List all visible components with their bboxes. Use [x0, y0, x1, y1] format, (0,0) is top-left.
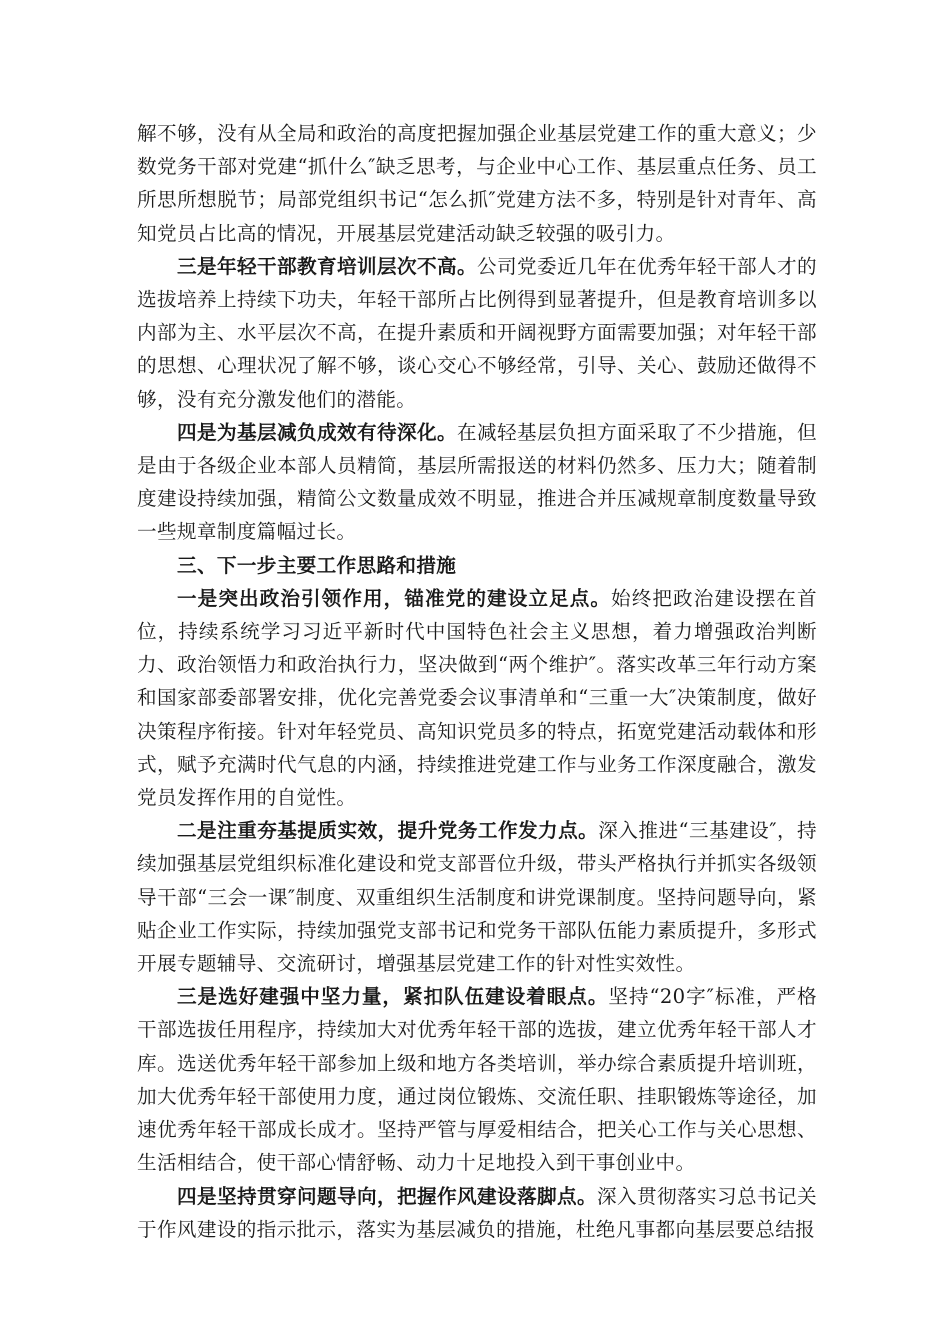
paragraph-work-style [137, 1180, 817, 1246]
paragraph-text: 始终把政治建设摆在首位，持续系统学习习近平新时代中国特色社会主义思想，着力增强政治判断力、政治领悟力和政治执行力，坚决做到“两个维护″。落实改革三年行动方案和国家部委部署安排，优化完善党委会议事清单和“三重一大″决策制度，做好决策程序衔接。针对年轻党员、高知识党员多的特点，拓宽党建活动载体和形式，赋予充满时代气息的内涵，持续推进党建工作与业务工作深度融合，激发党员发挥作用的自觉性。 [137, 586, 818, 810]
paragraph-continuation [137, 117, 817, 250]
paragraph-text: 深入贯彻落实习总书记关于作风建设的指示批示，落实为基层减负的措施，杜绝凡事都向基层要总结报 [137, 1184, 817, 1241]
paragraph-lead: 三是年轻干部教育培训层次不高。 [177, 254, 478, 278]
paragraph-lead: 一是突出政治引领作用，锚准党的建设立足点。 [177, 586, 612, 610]
document-page [137, 117, 817, 1246]
paragraph-grassroots-burden [137, 416, 817, 549]
paragraph-lead: 四是为基层减负成效有待深化。 [177, 420, 458, 444]
paragraph-text: 在减轻基层负担方面采取了不少措施，但是由于各级企业本部人员精简，基层所需报送的材料仍然多、压力大；随着制度建设持续加强，精简公文数量成效不明显，推进合并压减规章制度数量导致一些规章制度篇幅过长。 [137, 420, 817, 544]
paragraph-text: 公司党委近几年在优秀年轻干部人才的选拔培养上持续下功夫，年轻干部所占比例得到显著提升，但是教育培训多以内部为主、水平层次不高，在提升素质和开阔视野方面需要加强；对年轻干部的思想、心理状况了解不够，谈心交心不够经常，引导、关心、鼓励还做得不够，没有充分激发他们的潜能。 [137, 254, 818, 411]
paragraph-text: 坚持“20字″标准，严格干部选拔任用程序，持续加大对优秀年轻干部的选拔，建立优秀年轻干部人才库。选送优秀年轻干部参加上级和地方各类培训，举办综合素质提升培训班，加大优秀年轻干部使用力度，通过岗位锻炼、交流任职、挂职锻炼等途径，加速优秀年轻干部成长成才。坚持严管与厚爱相结合，把关心工作与关心思想、生活相结合，使干部心情舒畅、动力十足地投入到干事创业中。 [137, 985, 817, 1175]
paragraph-text: 解不够，没有从全局和政治的高度把握加强企业基层党建工作的重大意义；少数党务干部对党建“抓什么″缺乏思考，与企业中心工作、基层重点任务、员工所思所想脱节；局部党组织书记“怎么抓″党建方法不多，特别是针对青年、高知党员占比高的情况，开展基层党建活动缺乏较强的吸引力。 [137, 122, 817, 245]
paragraph-lead: 三是选好建强中坚力量，紧扣队伍建设着眼点。 [177, 985, 609, 1009]
paragraph-lead: 四是坚持贯穿问题导向，把握作风建设落脚点。 [177, 1184, 598, 1208]
paragraph-young-cadre-training [137, 250, 817, 416]
paragraph-lead: 二是注重夯基提质实效，提升党务工作发力点。 [177, 819, 599, 843]
section-heading: 三、下一步主要工作思路和措施 [177, 553, 457, 577]
paragraph-foundation-quality [137, 814, 817, 980]
paragraph-text: 深入推进“三基建设″，持续加强基层党组织标准化建设和党支部晋位升级，带头严格执行并抓实各级领导干部“三会一课″制度、双重组织生活制度和讲党课制度。坚持问题导向，紧贴企业工作实际，持续加强党支部书记和党务干部队伍能力素质提升，多形式开展专题辅导、交流研讨，增强基层党建工作的针对性实效性。 [137, 819, 817, 976]
paragraph-political-leadership [137, 582, 817, 814]
paragraph-team-building [137, 980, 817, 1179]
